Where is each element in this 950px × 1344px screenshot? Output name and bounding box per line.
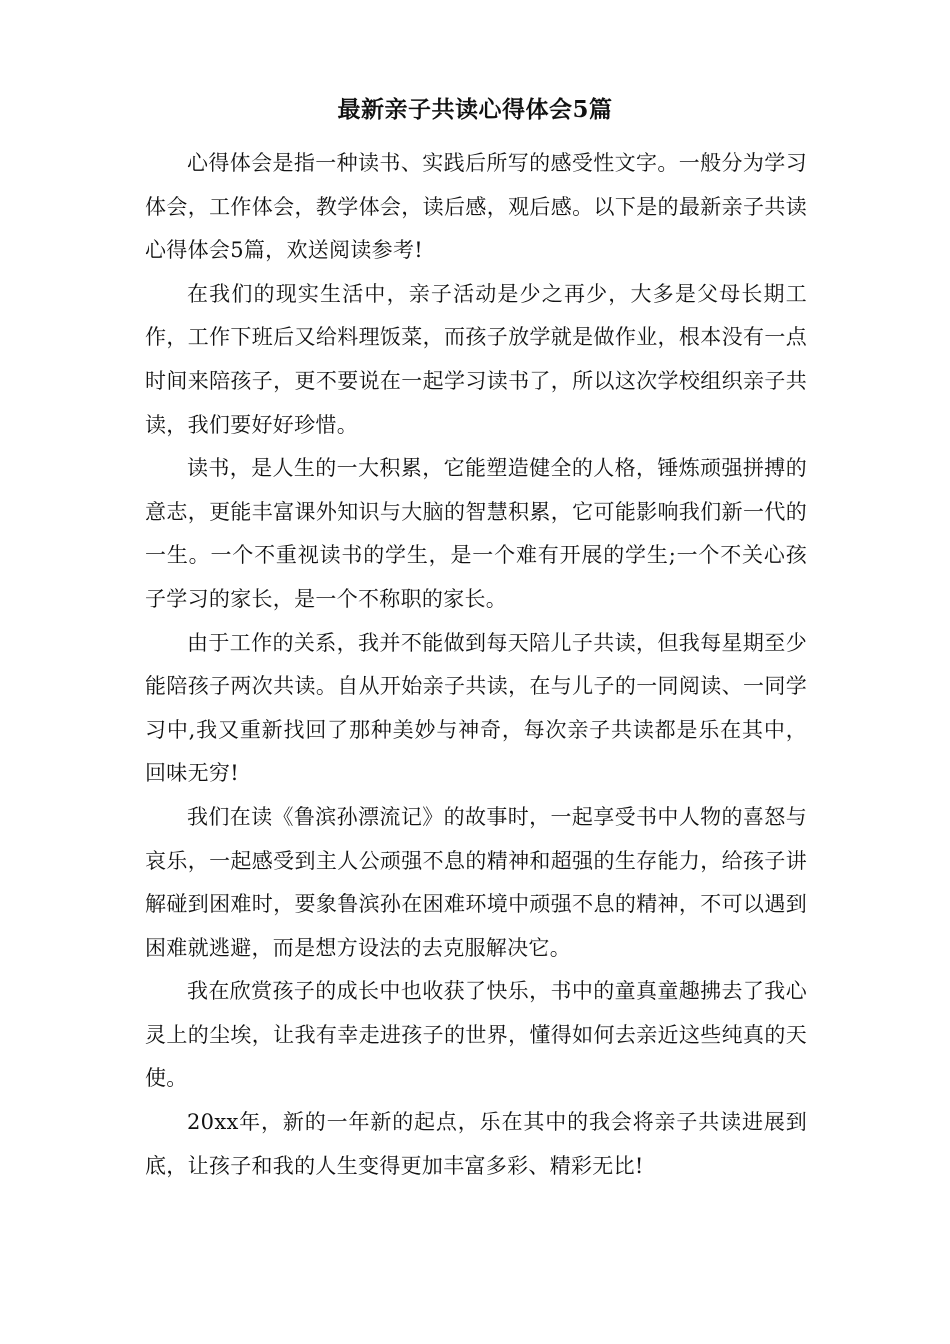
- paragraph-4: 由于工作的关系，我并不能做到每天陪儿子共读，但我每星期至少能陪孩子两次共读。自从开始亲子共读，在与儿子的一同阅读、一同学习中,我又重新找回了那种美妙与神奇，每次亲子共读都是乐在其中，回味无穷!: [145, 630, 807, 786]
- document-title: 最新亲子共读心得体会5篇: [337, 96, 613, 123]
- paragraph-7: 20xx年，新的一年新的起点，乐在其中的我会将亲子共读进展到底，让孩子和我的人生变得更加丰富多彩、精彩无比!: [145, 1110, 807, 1178]
- paragraph-3: 读书，是人生的一大积累，它能塑造健全的人格，锤炼顽强拼搏的意志，更能丰富课外知识与大脑的智慧积累，它可能影响我们新一代的一生。一个不重视读书的学生，是一个难有开展的学生;一个不关心孩子学习的家长，是一个不称职的家长。: [145, 456, 807, 611]
- document-body: [145, 142, 807, 1188]
- paragraph-2: 在我们的现实生活中，亲子活动是少之再少，大多是父母长期工作，工作下班后又给料理饭菜，而孩子放学就是做作业，根本没有一点时间来陪孩子，更不要说在一起学习读书了，所以这次学校组织亲子共读，我们要好好珍惜。: [145, 281, 807, 437]
- paragraph-5: 我们在读《鲁滨孙漂流记》的故事时，一起享受书中人物的喜怒与哀乐，一起感受到主人公顽强不息的精神和超强的生存能力，给孩子讲解碰到困难时，要象鲁滨孙在困难环境中顽强不息的精神，不可以遇到困难就逃避，而是想方设法的去克服解决它。: [145, 804, 807, 960]
- paragraph-6: 我在欣赏孩子的成长中也收获了快乐，书中的童真童趣拂去了我心灵上的尘埃，让我有幸走进孩子的世界，懂得如何去亲近这些纯真的天使。: [145, 979, 807, 1091]
- paragraph-intro: 心得体会是指一种读书、实践后所写的感受性文字。一般分为学习体会，工作体会，教学体会，读后感，观后感。以下是的最新亲子共读心得体会5篇，欢送阅读参考!: [145, 151, 807, 263]
